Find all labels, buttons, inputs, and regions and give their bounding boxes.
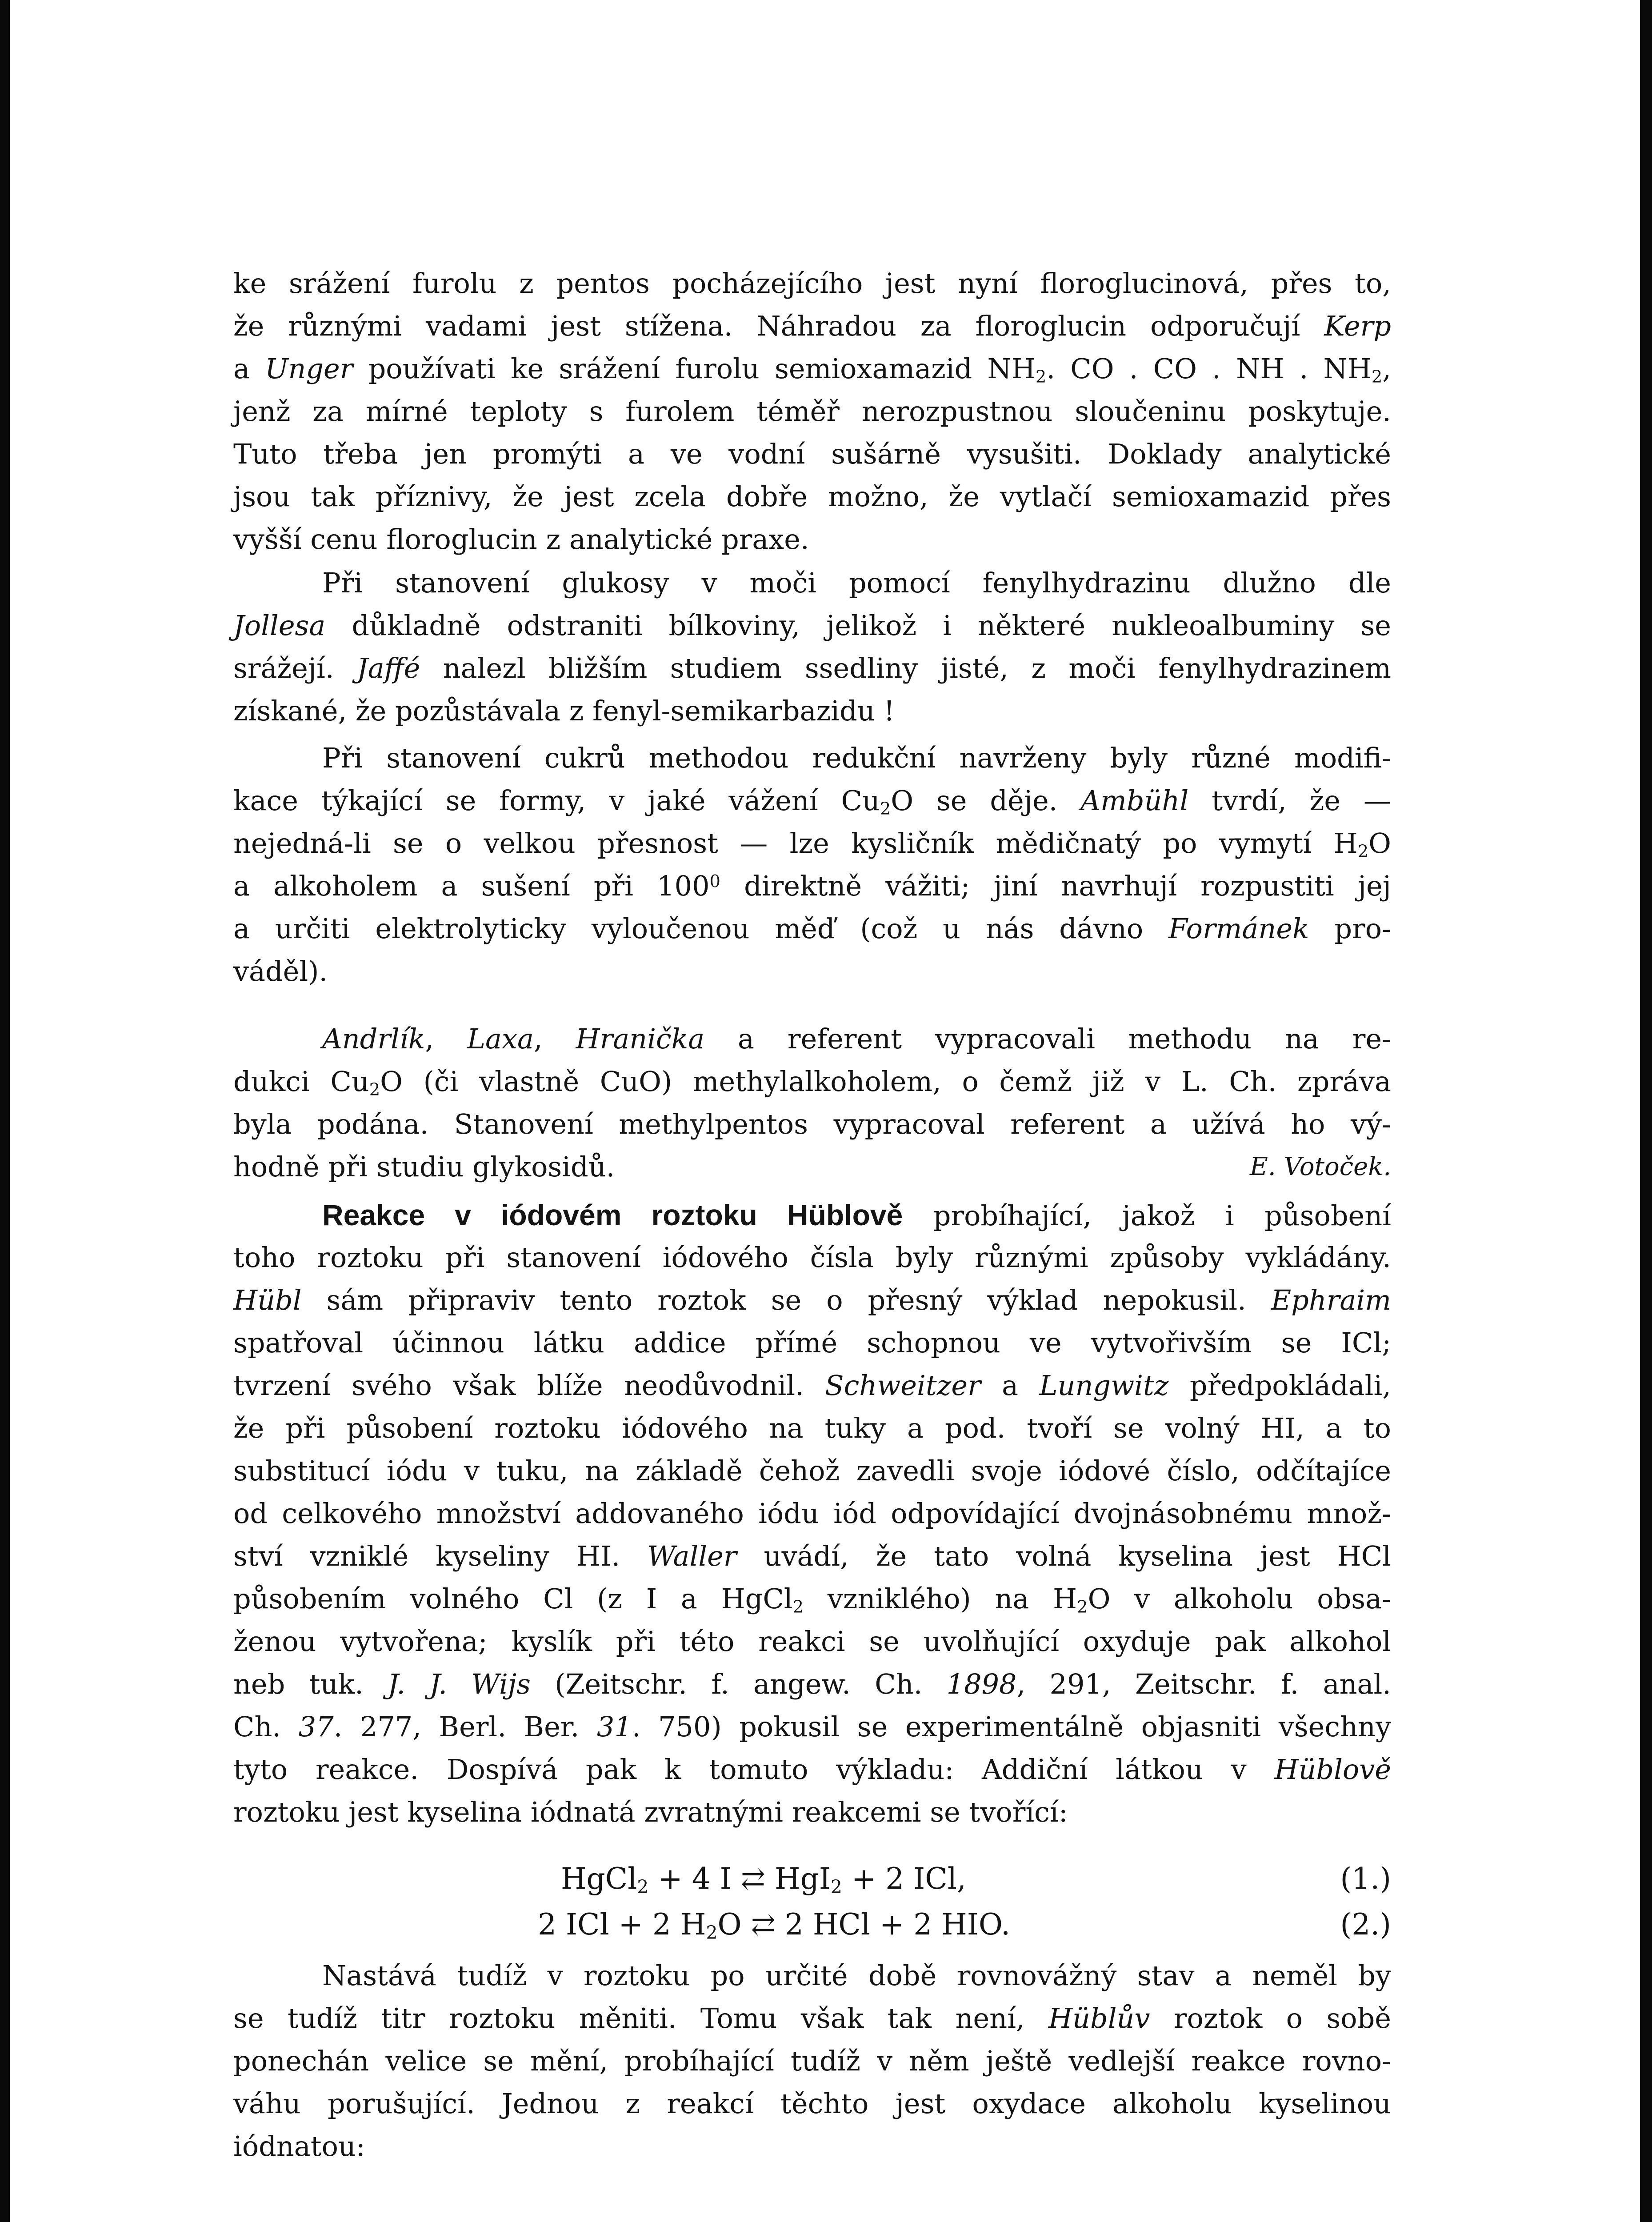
- author-name: Kerp: [1324, 310, 1391, 342]
- text-line: toho roztoku při stanovení iódového čísla byly různými způsoby vykládány.: [233, 1241, 1391, 1274]
- scan-border-right: [1640, 0, 1652, 2222]
- equilibrium-arrow: ⇄: [751, 1907, 776, 1942]
- author-name: Ambühl: [1080, 784, 1189, 817]
- text-line: vyšší cenu floroglucin z analytické praxe.: [233, 523, 809, 556]
- text-line: kace týkající se formy, v jaké vážení $Cu_2O$ se děje. Ambühl tvrdí, že —: [233, 784, 1391, 819]
- author-signature: E. Votoček.: [1250, 1152, 1391, 1181]
- text-line: ponechán velice se mění, probíhající tudíž v něm ještě vedlejší reakce rovno-: [233, 2045, 1391, 2077]
- text-line: jenž za mírné teploty s furolem téměř nerozpustnou sloučeninu poskytuje.: [233, 395, 1391, 428]
- text-line: roztoku jest kyselina iódnatá zvratnými reakcemi se tvořící:: [233, 1796, 1068, 1828]
- text-line: Při stanovení glukosy v moči pomocí fenylhydrazinu dlužno dle: [322, 567, 1391, 599]
- equation-2: 2 ICl + 2 $H_2O$ ⇄ 2 HCl + 2 HIO.: [538, 1907, 1011, 1944]
- author-name: Laxa: [467, 1023, 534, 1055]
- author-name: Schweitzer: [825, 1369, 981, 1402]
- text-line: a alkoholem a sušení při $100^0$ direktně vážiti; jiní navrhují rozpustiti jej: [233, 870, 1391, 902]
- author-name: Hüblově: [1274, 1753, 1391, 1786]
- author-name: Waller: [647, 1540, 737, 1572]
- text-line: Jollesa důkladně odstraniti bílkoviny, jelikož i některé nukleoalbuminy se: [233, 609, 1391, 642]
- author-name: Lungwitz: [1039, 1369, 1169, 1402]
- text-line: Ch. 37. 277, Berl. Ber. 31. 750) pokusil se experimentálně objasniti všechny: [233, 1710, 1391, 1743]
- text-line: Reakce v iódovém roztoku Hüblově probíhající, jakož i působení: [322, 1199, 1391, 1232]
- text-line: tvrzení svého však blíže neodůvodnil. Schweitzer a Lungwitz předpokládali,: [233, 1369, 1392, 1402]
- section-heading: Reakce v iódovém roztoku Hüblově: [322, 1199, 903, 1231]
- text-line: jsou tak příznivy, že jest zcela dobře možno, že vytlačí semioxamazid přes: [233, 480, 1391, 513]
- text-line: získané, že pozůstávala z fenyl-semikarbazidu !: [233, 695, 895, 727]
- text-line: spatřoval účinnou látku addice přímé schopnou ve vytvořivším se ICl;: [233, 1327, 1391, 1359]
- author-name: Andrlík: [322, 1023, 425, 1055]
- text-line: byla podána. Stanovení methylpentos vypracoval referent a užívá ho vý-: [233, 1108, 1391, 1140]
- equilibrium-arrow: ⇄: [740, 1862, 766, 1896]
- text-line: ke srážení furolu z pentos pocházejícího jest nyní floroglucinová, přes to,: [233, 267, 1391, 300]
- author-name: Formánek: [1168, 912, 1309, 945]
- equation-number: (2.): [1340, 1907, 1391, 1942]
- text-line: tyto reakce. Dospívá pak k tomuto výkladu: Addiční látkou v Hüblově: [233, 1753, 1391, 1786]
- author-name: Jollesa: [233, 609, 326, 642]
- text-line: ství vzniklé kyseliny HI. Waller uvádí, že tato volná kyselina jest HCl: [233, 1540, 1391, 1572]
- author-name: Hranička: [576, 1023, 705, 1055]
- author-name: Hüblův: [1048, 2002, 1150, 2034]
- text-line: Andrlík, Laxa, Hranička a referent vypracovali methodu na re-: [322, 1023, 1391, 1055]
- scan-border-left: [0, 0, 10, 2222]
- text-line: váhu porušující. Jednou z reakcí těchto jest oxydace alkoholu kyselinou: [233, 2087, 1391, 2120]
- author-name: Unger: [265, 352, 353, 385]
- author-name: Ephraim: [1271, 1284, 1391, 1316]
- text-line: váděl).: [233, 955, 328, 987]
- text-line: neb tuk. J. J. Wijs (Zeitschr. f. angew. Ch. 1898, 291, Zeitschr. f. anal.: [233, 1668, 1392, 1700]
- text-line: ženou vytvořena; kyslík při této reakci se uvolňující oxyduje pak alkohol: [233, 1625, 1391, 1658]
- text-line: se tudíž titr roztoku měniti. Tomu však tak není, Hüblův roztok o sobě: [233, 2002, 1391, 2034]
- equation-1: HgCl$_2$ + 4 I ⇄ HgI$_2$ + 2 ICl,: [561, 1862, 966, 1898]
- text-line: substitucí iódu v tuku, na základě čehož zavedli svoje iódové číslo, odčítajíce: [233, 1455, 1391, 1487]
- text-line: a určiti elektrolyticky vyloučenou měď (což u nás dávno Formánek pro-: [233, 912, 1391, 945]
- text-line: iódnatou:: [233, 2130, 365, 2162]
- text-line: dukci $Cu_2O$ (či vlastně CuO) methylalkoholem, o čemž již v L. Ch. zpráva: [233, 1065, 1391, 1100]
- text-line: Při stanovení cukrů methodou redukční navrženy byly různé modifi-: [322, 742, 1391, 774]
- author-name: Hübl: [233, 1284, 302, 1316]
- text-line: od celkového množství addovaného iódu iód odpovídající dvojnásobnému množ-: [233, 1497, 1391, 1530]
- text-line: Hübl sám připraviv tento roztok se o přesný výklad nepokusil. Ephraim: [233, 1284, 1391, 1316]
- text-line: působením volného Cl (z I a HgCl$_2$ vzniklého) na $H_2O$ v alkoholu obsa-: [233, 1583, 1392, 1617]
- text-line: nejedná-li se o velkou přesnost — lze kysličník mědičnatý po vymytí $H_2O$: [233, 827, 1391, 862]
- text-line: že různými vadami jest stížena. Náhradou za floroglucin odporučují Kerp: [233, 310, 1391, 342]
- text-line: a Unger používati ke srážení furolu semioxamazid $NH_2$. CO . CO . NH . $NH_2$,: [233, 352, 1392, 387]
- text-line: že při působení roztoku iódového na tuky a pod. tvoří se volný HI, a to: [233, 1412, 1391, 1444]
- text-line: hodně při studiu glykosidů.: [233, 1151, 615, 1183]
- author-name: J. J. Wijs: [388, 1668, 531, 1700]
- equation-number: (1.): [1340, 1862, 1391, 1896]
- author-name: Jaffé: [356, 652, 420, 684]
- text-line: Tuto třeba jen promýti a ve vodní sušárně vysušiti. Doklady analytické: [233, 438, 1391, 470]
- text-line: srážejí. Jaffé nalezl bližším studiem ssedliny jisté, z moči fenylhydrazinem: [233, 652, 1391, 684]
- text-line: Nastává tudíž v roztoku po určité době rovnovážný stav a neměl by: [322, 1959, 1391, 1992]
